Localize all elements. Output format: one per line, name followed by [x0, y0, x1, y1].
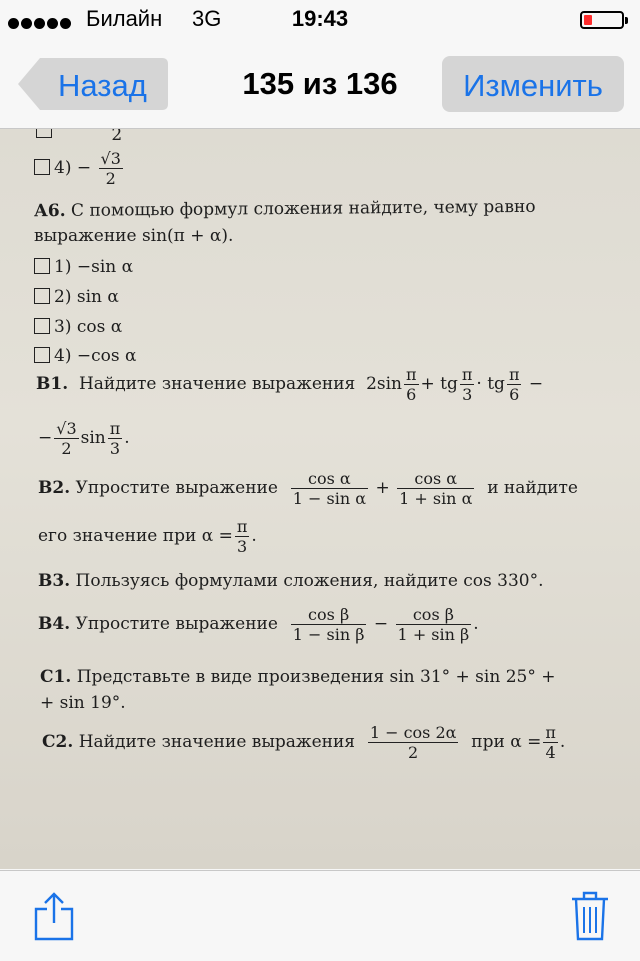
question-c1-line1: С1. Представьте в виде произведения sin 31° + sin 25° + [40, 667, 556, 687]
checkbox-icon [34, 288, 50, 304]
edit-button[interactable] [442, 56, 624, 112]
page-title: 135 из 136 [242, 66, 398, 101]
navigation-bar [0, 40, 640, 129]
question-b1-line1: В1. Найдите значение выражения 2sin $\frac{\pi}{6}$ + tg $\frac{\pi}{3}$ · tg $\frac{\pi}{6}$ − [36, 365, 544, 404]
status-bar [0, 0, 640, 40]
a5-option-4: 4) − $\frac{√3}{2}$ [34, 149, 125, 188]
carrier-name: Билайн [86, 6, 163, 31]
back-label: Назад [58, 68, 147, 103]
checkbox-icon [34, 258, 50, 274]
question-a6-line1: А6. С помощью формул сложения найдите, чему равно [33, 196, 536, 222]
a6-option-3: 3) cos α [34, 317, 122, 337]
question-a6-line2: выражение sin(π + α). [34, 226, 234, 246]
question-b4: В4. Упростите выражение $\frac{\text{cos β}}{\text{1 − sin β}}$ − $\frac{\text{cos β}}{\text{1 + sin β}}$ . [38, 605, 479, 644]
question-c2: С2. Найдите значение выражения $\frac{1 - \cos 2\alpha}{2}$ при α = $\frac{\pi}{4}$ . [42, 723, 566, 762]
bottom-toolbar [0, 870, 640, 961]
checkbox-icon [34, 318, 50, 334]
question-b2-line2: его значение при α = $\frac{\pi}{3}$ . [38, 517, 257, 556]
battery-level [584, 15, 592, 25]
question-b3: В3. Пользуясь формулами сложения, найдите cos 330°. [38, 571, 544, 591]
battery-icon [580, 11, 624, 29]
question-b2-line1: В2. Упростите выражение $\frac{\text{cos α}}{\text{1 − sin α}}$ + $\frac{\text{cos α}}{\text{1 + sin α}}$ и найдите [38, 469, 578, 508]
network-type: 3G [192, 6, 222, 31]
previous-option-fragment: 2 [36, 129, 72, 141]
a6-option-1: 1) −sin α [34, 257, 133, 277]
clock: 19:43 [291, 6, 349, 31]
share-icon[interactable] [32, 891, 76, 948]
a6-option-2: 2) sin α [34, 287, 119, 307]
checkbox-icon [34, 347, 50, 363]
checkbox-icon [36, 129, 52, 138]
trash-icon[interactable] [570, 889, 610, 948]
document-photo [0, 129, 640, 869]
edit-label: Изменить [463, 68, 603, 103]
checkbox-icon [34, 159, 50, 175]
question-b1-line2: − $\frac{√3}{2}$ sin $\frac{\pi}{3}$ . [38, 419, 130, 458]
question-c1-line2: + sin 19°. [40, 693, 126, 713]
a6-option-4: 4) −cos α [34, 346, 136, 366]
